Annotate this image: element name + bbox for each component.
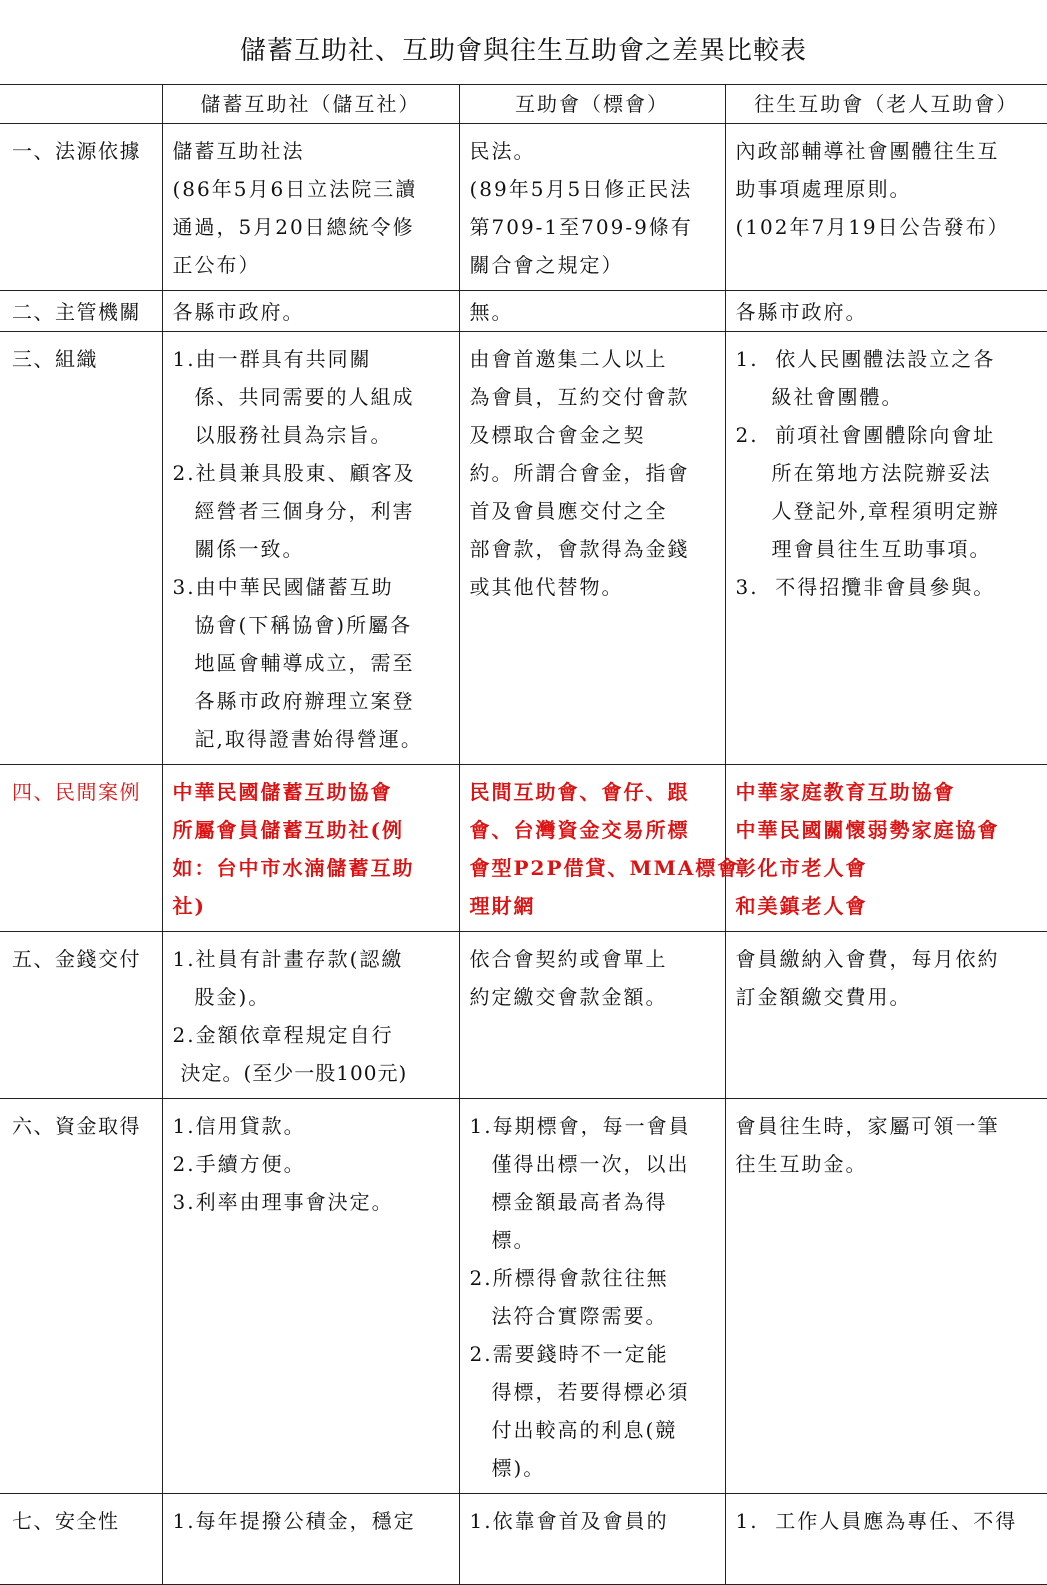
cell-line: 人登記外,章程須明定辦 — [771, 499, 1000, 523]
header-cell-funeral-mutual-aid: 往生互助會（老人互助會） — [725, 85, 1047, 124]
cell-line: 3. 不得招攬非會員參與。 — [735, 575, 996, 599]
table-cell — [459, 1494, 725, 1585]
table-cell — [459, 332, 725, 765]
cell-line: 1.每年提撥公積金，穩定 — [172, 1509, 416, 1533]
cell-line: 會員往生時，家屬可領一筆 — [735, 1114, 1000, 1138]
cell-line: 標)。 — [491, 1456, 546, 1480]
table-row — [0, 124, 1047, 291]
cell-line: 法符合實際需要。 — [491, 1304, 668, 1328]
cell-line: 股金)。 — [194, 985, 271, 1009]
cell-line: 無。 — [469, 300, 514, 324]
cell-line: 1.社員有計畫存款(認繳 — [172, 947, 404, 971]
cell-line: 中華民國關懷弱勢家庭協會 — [735, 818, 1000, 842]
table-cell — [725, 124, 1047, 291]
cell-line: 協會(下稱協會)所屬各 — [194, 613, 413, 637]
cell-line: 1.每期標會，每一會員 — [469, 1114, 691, 1138]
cell-line: 1.信用貸款。 — [172, 1114, 306, 1138]
table-cell — [162, 291, 459, 332]
cell-line: 通過，5月20日總統令修 — [172, 215, 415, 239]
table-row — [0, 291, 1047, 332]
cell-line: 1.依靠會首及會員的 — [469, 1509, 669, 1533]
table-cell — [162, 932, 459, 1099]
cell-line: 依合會契約或會單上 — [469, 947, 668, 971]
table-cell — [725, 332, 1047, 765]
table-cell — [162, 124, 459, 291]
cell-line: 民間互助會、會仔、跟 — [469, 780, 690, 804]
header-cell-rotating-savings: 互助會（標會） — [459, 85, 725, 124]
cell-line: 如：台中市水湳儲蓄互助 — [172, 856, 415, 880]
cell-line: 內政部輔導社會團體往生互 — [735, 139, 1000, 163]
cell-line: 中華民國儲蓄互助協會 — [172, 780, 393, 804]
cell-line: 經營者三個身分，利害 — [194, 499, 415, 523]
table-cell — [725, 765, 1047, 932]
table-cell — [459, 291, 725, 332]
table-row — [0, 765, 1047, 932]
cell-line: 會、台灣資金交易所標 — [469, 818, 690, 842]
cell-line: 民法。 — [469, 139, 536, 163]
cell-line: 所在第地方法院辦妥法 — [771, 461, 992, 485]
table-cell — [725, 1494, 1047, 1585]
cell-line: 及標取合會金之契 — [469, 423, 646, 447]
table-cell — [459, 765, 740, 932]
table-cell — [162, 1099, 459, 1494]
cell-line: 所屬會員儲蓄互助社(例 — [172, 818, 404, 842]
cell-line: 係、共同需要的人組成 — [194, 385, 415, 409]
cell-line: 2.需要錢時不一定能 — [469, 1342, 669, 1366]
table-row — [0, 1099, 1047, 1494]
cell-line: 得標，若要得標必須 — [491, 1380, 690, 1404]
cell-line: 2.所標得會款往往無 — [469, 1266, 669, 1290]
cell-line: 3.利率由理事會決定。 — [172, 1190, 394, 1214]
row-label: 六、資金取得 — [0, 1099, 162, 1494]
cell-line: 付出較高的利息(競 — [491, 1418, 678, 1442]
cell-line: 各縣市政府。 — [172, 300, 305, 324]
row-label: 四、民間案例 — [0, 765, 162, 932]
table-cell — [459, 1099, 725, 1494]
table-cell — [725, 291, 1047, 332]
cell-line: 標。 — [491, 1228, 536, 1252]
table-header-row — [0, 85, 1047, 124]
cell-line: 1. 工作人員應為專任、不得 — [735, 1509, 1018, 1533]
cell-line: 2.社員兼具股東、顧客及 — [172, 461, 416, 485]
table-cell — [162, 332, 459, 765]
table-cell — [162, 1494, 459, 1585]
cell-line: (86年5月6日立法院三讀 — [172, 177, 418, 201]
comparison-table — [0, 84, 1047, 1585]
page-title: 儲蓄互助社、互助會與往生互助會之差異比較表 — [239, 36, 807, 66]
cell-line: 各縣市政府辦理立案登 — [194, 689, 415, 713]
table-row — [0, 332, 1047, 765]
cell-line — [173, 1540, 449, 1578]
cell-line: 以服務社員為宗旨。 — [194, 423, 393, 447]
cell-line: 關合會之規定） — [469, 253, 624, 277]
cell-line: 1. 依人民團體法設立之各 — [735, 347, 996, 371]
cell-line: 和美鎮老人會 — [735, 894, 868, 918]
cell-line: 決定。(至少一股100元) — [180, 1061, 408, 1085]
cell-line: 各縣市政府。 — [735, 300, 868, 324]
cell-line: 理會員往生互助事項。 — [771, 537, 992, 561]
cell-line: 1.由一群具有共同關 — [172, 347, 372, 371]
cell-line: 中華家庭教育互助協會 — [735, 780, 956, 804]
cell-line: 級社會團體。 — [771, 385, 904, 409]
header-cell-credit-union: 儲蓄互助社（儲互社） — [162, 85, 459, 124]
cell-line: 約。所謂合會金，指會 — [469, 461, 690, 485]
cell-line: 僅得出標一次，以出 — [491, 1152, 690, 1176]
cell-line: 標金額最高者為得 — [491, 1190, 668, 1214]
cell-line: 關係一致。 — [194, 537, 305, 561]
cell-line: 正公布） — [172, 253, 261, 277]
cell-line: 會員繳納入會費，每月依約 — [735, 947, 1000, 971]
table-row — [0, 1494, 1047, 1585]
cell-line: 3.由中華民國儲蓄互助 — [172, 575, 394, 599]
cell-line: 2.手續方便。 — [172, 1152, 306, 1176]
cell-line: 由會首邀集二人以上 — [469, 347, 668, 371]
cell-line: 彰化市老人會 — [735, 856, 868, 880]
cell-line: 記,取得證書始得營運。 — [194, 727, 423, 751]
table-cell — [725, 932, 1047, 1099]
table-cell — [459, 932, 725, 1099]
table-cell — [725, 1099, 1047, 1494]
cell-line: 訂金額繳交費用。 — [735, 985, 912, 1009]
cell-line: 部會款，會款得為金錢 — [469, 537, 690, 561]
cell-line: 約定繳交會款金額。 — [469, 985, 668, 1009]
cell-line: 會型P2P借貸、MMA標會 — [469, 856, 740, 880]
table-row — [0, 932, 1047, 1099]
cell-line: 助事項處理原則。 — [735, 177, 912, 201]
cell-line: 社) — [172, 894, 206, 918]
cell-line: 2.金額依章程規定自行 — [172, 1023, 394, 1047]
cell-line: 地區會輔導成立，需至 — [194, 651, 415, 675]
table-cell — [162, 765, 459, 932]
cell-line: 往生互助金。 — [735, 1152, 868, 1176]
cell-line: (102年7月19日公告發布） — [735, 215, 1010, 239]
cell-line: (89年5月5日修正民法 — [469, 177, 693, 201]
cell-line: 2. 前項社會團體除向會址 — [735, 423, 996, 447]
cell-line: 為會員，互約交付會款 — [469, 385, 690, 409]
row-label: 五、金錢交付 — [0, 932, 162, 1099]
cell-line: 儲蓄互助社法 — [172, 139, 305, 163]
row-label: 七、安全性 — [0, 1494, 162, 1585]
cell-line: 首及會員應交付之全 — [469, 499, 668, 523]
row-label: 二、主管機關 — [0, 291, 162, 332]
row-label: 三、組織 — [0, 332, 162, 765]
row-label: 一、法源依據 — [0, 124, 162, 291]
cell-line: 第709-1至709-9條有 — [469, 215, 693, 239]
cell-line: 或其他代替物。 — [469, 575, 624, 599]
table-cell — [459, 124, 725, 291]
cell-line: 理財網 — [469, 894, 536, 918]
header-cell-empty — [0, 85, 162, 124]
